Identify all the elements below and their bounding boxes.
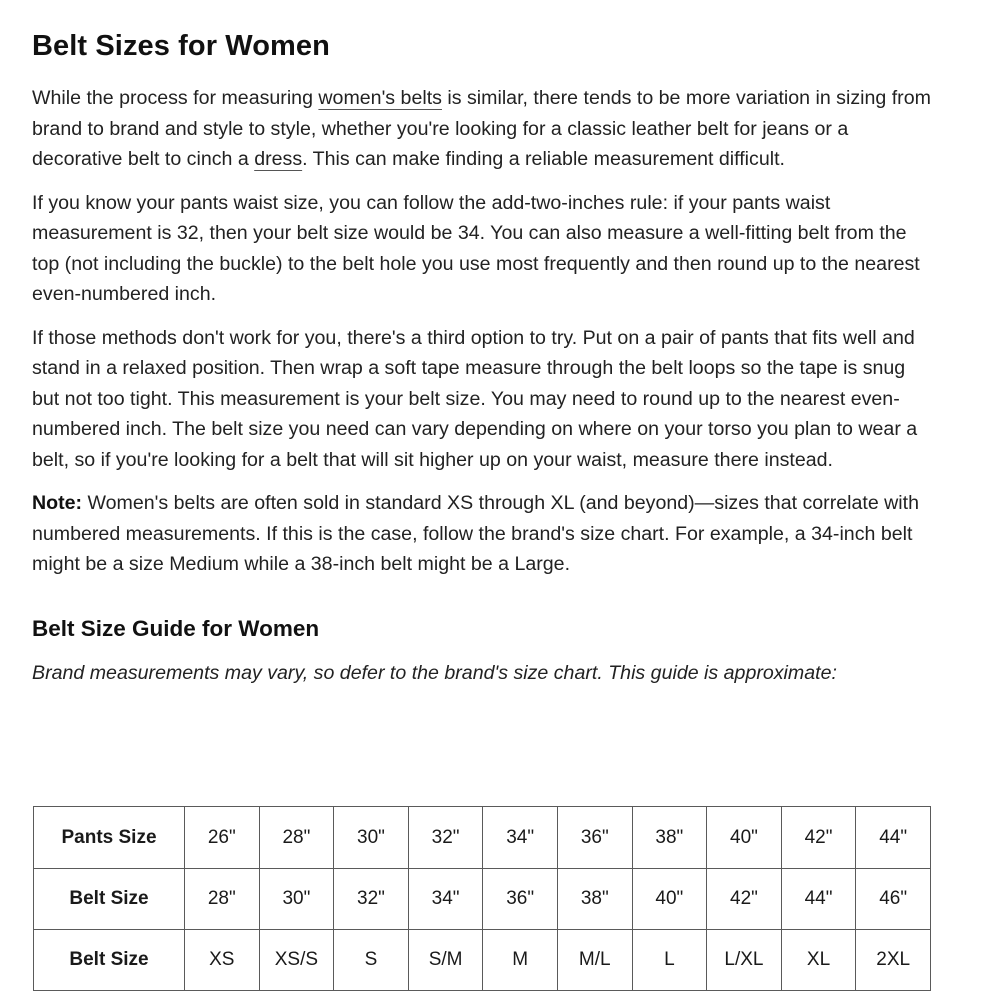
table-cell: 42" (707, 869, 782, 930)
intro-text-middle: is similar, there tends to be more variation in sizing from brand to brand and style to style, whether you're looking for a classic leather belt for jeans or a decorative belt to cinch a (32, 87, 931, 170)
note-label: Note: (32, 492, 83, 514)
note-text: Women's belts are often sold in standard XS through XL (and beyond)—sizes that correlate with numbered measurements. If this is the case, follow the brand's size chart. For example, a 34-inch belt might be a size Medium while a 38-inch belt might be a Large. (32, 492, 920, 575)
table-cell: 44" (856, 807, 931, 869)
table-cell: 44" (781, 869, 856, 930)
table-cell: 36" (557, 807, 632, 869)
table-cell: 32" (334, 869, 409, 930)
table-cell: L/XL (707, 930, 782, 991)
row-header: Belt Size (34, 930, 185, 991)
dress-link[interactable]: dress (254, 148, 303, 170)
table-cell: M/L (557, 930, 632, 991)
table-cell: 28" (185, 869, 260, 930)
table-cell: M (483, 930, 558, 991)
tape-measure-paragraph: If those methods don't work for you, there's a third option to try. Put on a pair of pants that fits well and stand in a relaxed position. Then wrap a soft tape measure through the belt loops so the tape is snug but not too tight. This measurement is your belt size. You may need to round up to the nearest even-numbered inch. The belt size you need can vary depending on where on your torso you plan to wear a belt, so if you're looking for a belt that will sit higher up on your waist, measure there instead. (32, 326, 918, 471)
table-cell: XL (781, 930, 856, 991)
table-cell: 28" (259, 807, 334, 869)
table-cell: 34" (408, 869, 483, 930)
intro-paragraph (32, 83, 937, 175)
table-cell: 42" (781, 807, 856, 869)
table-cell: 46" (856, 869, 931, 930)
table-cell: XS (185, 930, 260, 991)
table-cell: 26" (185, 807, 260, 869)
table-cell: 30" (334, 807, 409, 869)
belt-size-table (33, 806, 931, 991)
table-cell: 30" (259, 869, 334, 930)
table-row-belt-size-inches (34, 869, 931, 930)
row-header: Belt Size (34, 869, 185, 930)
table-cell: 34" (483, 807, 558, 869)
table-cell: XS/S (259, 930, 334, 991)
table-row-pants-size (34, 807, 931, 869)
table-cell: 36" (483, 869, 558, 930)
womens-belts-link[interactable]: women's belts (318, 87, 442, 109)
table-cell: 40" (632, 869, 707, 930)
page-title: Belt Sizes for Women (32, 30, 330, 62)
intro-text-start: While the process for measuring (32, 87, 319, 109)
table-cell: S (334, 930, 409, 991)
waist-rule-paragraph: If you know your pants waist size, you can follow the add-two-inches rule: if your pants waist measurement is 32, then your belt size would be 34. You can also measure a well-fitting belt from the top (not including the buckle) to the belt hole you use most frequently and then round up to the nearest even-numbered inch. (32, 191, 920, 305)
table-cell: S/M (408, 930, 483, 991)
table-cell: 38" (557, 869, 632, 930)
table-cell: L (632, 930, 707, 991)
article (32, 26, 937, 688)
intro-text-end: . This can make finding a reliable measurement difficult. (302, 148, 785, 170)
row-header: Pants Size (34, 807, 185, 869)
table-cell: 32" (408, 807, 483, 869)
size-guide-heading: Belt Size Guide for Women (32, 615, 320, 641)
table-cell: 38" (632, 807, 707, 869)
size-guide-disclaimer: Brand measurements may vary, so defer to the brand's size chart. This guide is approximate: (32, 661, 837, 684)
table-cell: 2XL (856, 930, 931, 991)
table-row-belt-size-letter (34, 930, 931, 991)
table-cell: 40" (707, 807, 782, 869)
note-paragraph (32, 488, 937, 580)
